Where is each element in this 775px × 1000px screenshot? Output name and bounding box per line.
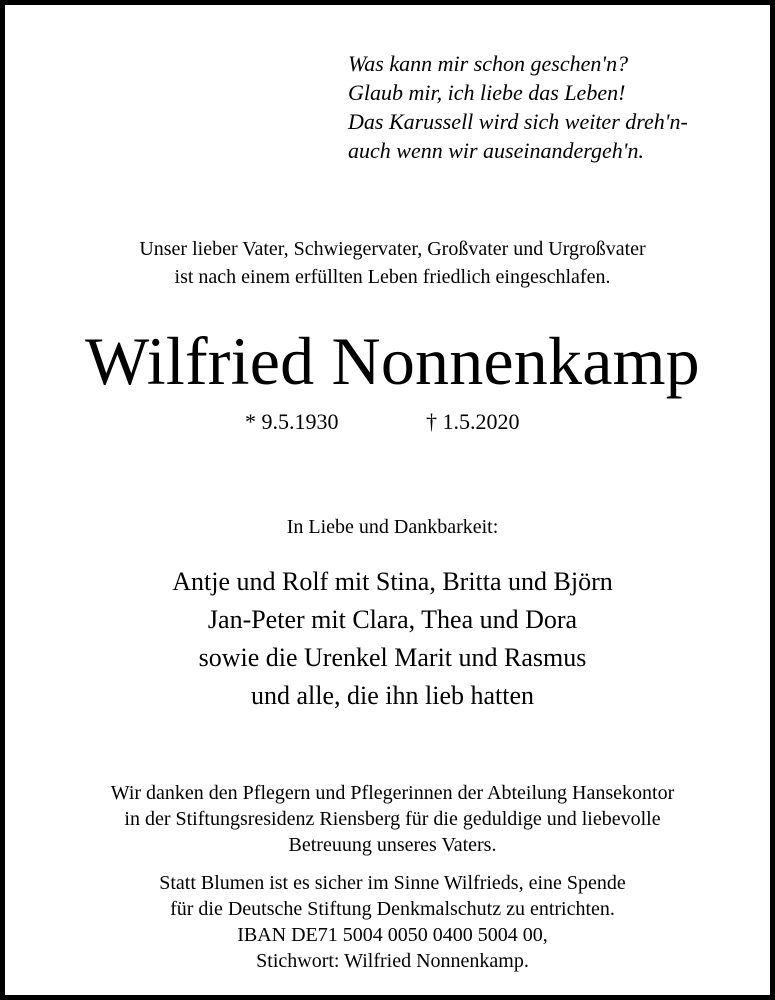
death-date: † 1.5.2020 [426,409,520,434]
donation-line: für die Deutsche Stiftung Denkmalschutz zu entrichten. [170,898,615,920]
poem-line: Das Karussell wird sich weiter dreh'n- [348,109,688,134]
mourners-label: In Liebe und Dankbarkeit: [286,516,499,538]
mourner-line: sowie die Urenkel Marit und Rasmus [198,643,587,672]
poem-line: Was kann mir schon geschen'n? [348,51,629,76]
donation-keyword: Stichwort: Wilfried Nonnenkamp. [256,950,529,972]
gratitude-line: Betreuung unseres Vaters. [288,834,497,856]
mourner-line: Jan-Peter mit Clara, Thea und Dora [207,605,578,634]
donation-line: Statt Blumen ist es sicher im Sinne Wilfrieds, eine Spende [159,872,626,894]
mourner-line: Antje und Rolf mit Stina, Britta und Björn [172,567,613,596]
mourners-list [5,563,775,715]
intro-line: Unser lieber Vater, Schwiegervater, Großvater und Urgroßvater [139,238,646,260]
gratitude-line: Wir danken den Pflegern und Pflegerinnen der Abteilung Hansekontor [110,782,675,804]
donation-iban: IBAN DE71 5004 0050 0400 5004 00, [237,924,548,946]
deceased-name: Wilfried Nonnenkamp [85,323,700,399]
birth-date: * 9.5.1930 [245,409,339,434]
gratitude-text [5,780,775,858]
poem-line: Glaub mir, ich liebe das Leben! [348,80,626,105]
intro-line: ist nach einem erfüllten Leben friedlich eingeschlafen. [174,266,611,288]
poem-verse [348,49,688,165]
gratitude-line: in der Stiftungsresidenz Riensberg für die geduldige und liebevolle [124,808,661,830]
intro-text [5,235,775,291]
poem-line: auch wenn wir auseinandergeh'n. [348,138,644,163]
donation-text [5,870,775,974]
mourner-line: und alle, die ihn lieb hatten [250,681,535,710]
